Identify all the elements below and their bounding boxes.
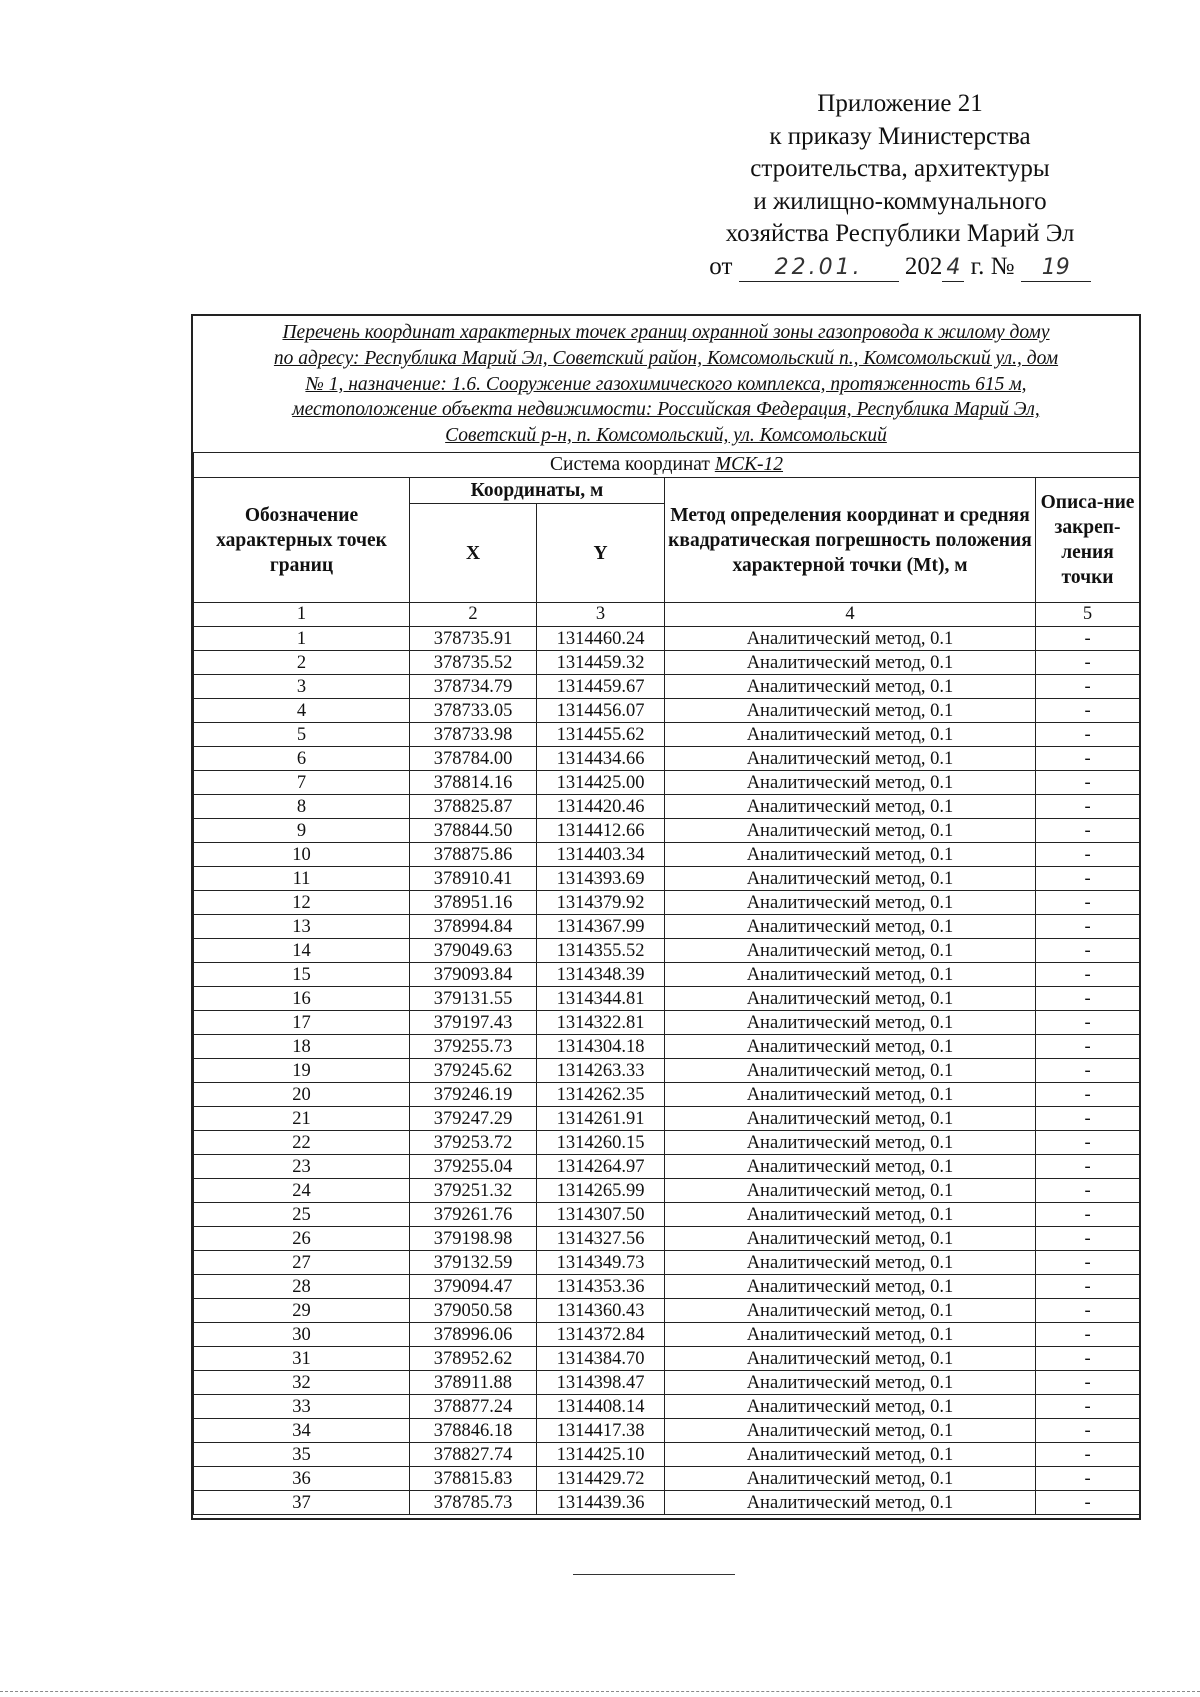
method-cell: Аналитический метод, 0.1 [665, 723, 1036, 747]
y-coordinate-cell: 1314307.50 [537, 1203, 665, 1227]
year-prefix: 202 [904, 252, 943, 280]
y-coordinate-cell: 1314403.34 [537, 843, 665, 867]
header-line-5: хозяйства Республики Марий Эл [725, 220, 1075, 247]
table-row [194, 1275, 1140, 1299]
method-cell: Аналитический метод, 0.1 [665, 867, 1036, 891]
table-row [194, 1347, 1140, 1371]
x-coordinate-cell: 378951.16 [410, 891, 537, 915]
description-cell: - [1036, 771, 1140, 795]
column-number: 3 [537, 603, 665, 627]
x-coordinate-cell: 379094.47 [410, 1275, 537, 1299]
method-cell: Аналитический метод, 0.1 [665, 1179, 1036, 1203]
y-coordinate-cell: 1314262.35 [537, 1083, 665, 1107]
y-coordinate-cell: 1314372.84 [537, 1323, 665, 1347]
method-cell: Аналитический метод, 0.1 [665, 795, 1036, 819]
table-row [194, 1107, 1140, 1131]
point-number-cell: 14 [194, 939, 410, 963]
method-cell: Аналитический метод, 0.1 [665, 1323, 1036, 1347]
method-cell: Аналитический метод, 0.1 [665, 771, 1036, 795]
description-cell: - [1036, 651, 1140, 675]
x-coordinate-cell: 378784.00 [410, 747, 537, 771]
table-row [194, 1491, 1140, 1515]
description-cell: - [1036, 1227, 1140, 1251]
method-cell: Аналитический метод, 0.1 [665, 843, 1036, 867]
y-coordinate-cell: 1314367.99 [537, 915, 665, 939]
description-cell: - [1036, 963, 1140, 987]
x-coordinate-cell: 378733.05 [410, 699, 537, 723]
table-caption [193, 320, 1139, 449]
point-number-cell: 13 [194, 915, 410, 939]
table-row [194, 915, 1140, 939]
table-row [194, 1155, 1140, 1179]
table-row [194, 747, 1140, 771]
handwritten-year-digit: 4 [942, 255, 964, 282]
description-cell: - [1036, 1371, 1140, 1395]
description-cell: - [1036, 1251, 1140, 1275]
point-number-cell: 11 [194, 867, 410, 891]
x-coordinate-cell: 379245.62 [410, 1059, 537, 1083]
point-number-cell: 4 [194, 699, 410, 723]
col-header-coordinates: Координаты, м [410, 478, 665, 504]
col-header-description: Описа-ние закреп-ления точки [1036, 478, 1140, 603]
appendix-title: Приложение 21 [817, 90, 983, 117]
point-number-cell: 6 [194, 747, 410, 771]
y-coordinate-cell: 1314265.99 [537, 1179, 665, 1203]
method-cell: Аналитический метод, 0.1 [665, 675, 1036, 699]
description-cell: - [1036, 915, 1140, 939]
method-cell: Аналитический метод, 0.1 [665, 651, 1036, 675]
x-coordinate-cell: 378825.87 [410, 795, 537, 819]
point-number-cell: 24 [194, 1179, 410, 1203]
col-header-y: Y [537, 504, 665, 603]
x-coordinate-cell: 379131.55 [410, 987, 537, 1011]
description-cell: - [1036, 939, 1140, 963]
x-coordinate-cell: 379251.32 [410, 1179, 537, 1203]
y-coordinate-cell: 1314261.91 [537, 1107, 665, 1131]
caption-line-4: местоположение объекта недвижимости: Российская Федерация, Республика Марий Эл, [292, 399, 1040, 421]
description-cell: - [1036, 1323, 1140, 1347]
point-number-cell: 20 [194, 1083, 410, 1107]
table-row [194, 1371, 1140, 1395]
y-coordinate-cell: 1314408.14 [537, 1395, 665, 1419]
description-cell: - [1036, 1155, 1140, 1179]
table-row [194, 651, 1140, 675]
scan-edge-line [0, 1691, 1200, 1692]
x-coordinate-cell: 379255.04 [410, 1155, 537, 1179]
description-cell: - [1036, 627, 1140, 651]
method-cell: Аналитический метод, 0.1 [665, 1059, 1036, 1083]
column-number: 2 [410, 603, 537, 627]
description-cell: - [1036, 1131, 1140, 1155]
y-coordinate-cell: 1314384.70 [537, 1347, 665, 1371]
x-coordinate-cell: 379093.84 [410, 963, 537, 987]
description-cell: - [1036, 1443, 1140, 1467]
method-cell: Аналитический метод, 0.1 [665, 1419, 1036, 1443]
y-coordinate-cell: 1314459.67 [537, 675, 665, 699]
description-cell: - [1036, 987, 1140, 1011]
y-coordinate-cell: 1314425.00 [537, 771, 665, 795]
point-number-cell: 27 [194, 1251, 410, 1275]
y-coordinate-cell: 1314355.52 [537, 939, 665, 963]
y-coordinate-cell: 1314353.36 [537, 1275, 665, 1299]
coordinate-system-value: МСК-12 [714, 454, 784, 475]
point-number-cell: 33 [194, 1395, 410, 1419]
y-coordinate-cell: 1314420.46 [537, 795, 665, 819]
table-row [194, 867, 1140, 891]
point-number-cell: 32 [194, 1371, 410, 1395]
point-number-cell: 30 [194, 1323, 410, 1347]
point-number-cell: 9 [194, 819, 410, 843]
method-cell: Аналитический метод, 0.1 [665, 1107, 1036, 1131]
method-cell: Аналитический метод, 0.1 [665, 747, 1036, 771]
x-coordinate-cell: 378733.98 [410, 723, 537, 747]
x-coordinate-cell: 378911.88 [410, 1371, 537, 1395]
description-cell: - [1036, 1395, 1140, 1419]
description-cell: - [1036, 675, 1140, 699]
header-line-3: строительства, архитектуры [750, 155, 1050, 182]
x-coordinate-cell: 378814.16 [410, 771, 537, 795]
y-coordinate-cell: 1314398.47 [537, 1371, 665, 1395]
table-row [194, 1443, 1140, 1467]
y-coordinate-cell: 1314322.81 [537, 1011, 665, 1035]
point-number-cell: 26 [194, 1227, 410, 1251]
description-cell: - [1036, 1179, 1140, 1203]
y-coordinate-cell: 1314459.32 [537, 651, 665, 675]
method-cell: Аналитический метод, 0.1 [665, 1347, 1036, 1371]
table-row [194, 1179, 1140, 1203]
point-number-cell: 15 [194, 963, 410, 987]
header-line-2: к приказу Министерства [769, 122, 1031, 150]
table-row [194, 1083, 1140, 1107]
table-row [194, 1131, 1140, 1155]
point-number-cell: 25 [194, 1203, 410, 1227]
number-label: № [990, 252, 1015, 280]
x-coordinate-cell: 378877.24 [410, 1395, 537, 1419]
description-cell: - [1036, 1491, 1140, 1515]
point-number-cell: 18 [194, 1035, 410, 1059]
caption-line-5: Советский р-н, п. Комсомольский, ул. Комсомольский [445, 425, 887, 447]
description-cell: - [1036, 819, 1140, 843]
table-row [194, 1035, 1140, 1059]
table-row [194, 627, 1140, 651]
point-number-cell: 21 [194, 1107, 410, 1131]
description-cell: - [1036, 1059, 1140, 1083]
point-number-cell: 31 [194, 1347, 410, 1371]
point-number-cell: 34 [194, 1419, 410, 1443]
method-cell: Аналитический метод, 0.1 [665, 963, 1036, 987]
y-coordinate-cell: 1314412.66 [537, 819, 665, 843]
table-row [194, 771, 1140, 795]
table-row [194, 699, 1140, 723]
y-coordinate-cell: 1314379.92 [537, 891, 665, 915]
point-number-cell: 10 [194, 843, 410, 867]
caption-line-3: № 1, назначение: 1.6. Сооружение газохимического комплекса, протяженность 615 м, [305, 373, 1027, 395]
point-number-cell: 23 [194, 1155, 410, 1179]
x-coordinate-cell: 379050.58 [410, 1299, 537, 1323]
x-coordinate-cell: 379255.73 [410, 1035, 537, 1059]
table-row [194, 963, 1140, 987]
end-of-document-line [573, 1574, 735, 1575]
table-row [194, 843, 1140, 867]
y-coordinate-cell: 1314264.97 [537, 1155, 665, 1179]
x-coordinate-cell: 378844.50 [410, 819, 537, 843]
description-cell: - [1036, 1083, 1140, 1107]
x-coordinate-cell: 378846.18 [410, 1419, 537, 1443]
method-cell: Аналитический метод, 0.1 [665, 1371, 1036, 1395]
point-number-cell: 28 [194, 1275, 410, 1299]
x-coordinate-cell: 378875.86 [410, 843, 537, 867]
x-coordinate-cell: 379197.43 [410, 1011, 537, 1035]
header-line-4: и жилищно-коммунального [753, 187, 1047, 215]
y-coordinate-cell: 1314434.66 [537, 747, 665, 771]
x-coordinate-cell: 378827.74 [410, 1443, 537, 1467]
x-coordinate-cell: 378734.79 [410, 675, 537, 699]
x-coordinate-cell: 378735.52 [410, 651, 537, 675]
x-coordinate-cell: 379198.98 [410, 1227, 537, 1251]
x-coordinate-cell: 378785.73 [410, 1491, 537, 1515]
method-cell: Аналитический метод, 0.1 [665, 819, 1036, 843]
table-row [194, 1299, 1140, 1323]
column-number: 5 [1036, 603, 1140, 627]
point-number-cell: 16 [194, 987, 410, 1011]
handwritten-order-number: 19 [1021, 255, 1091, 282]
method-cell: Аналитический метод, 0.1 [665, 1443, 1036, 1467]
description-cell: - [1036, 891, 1140, 915]
coordinate-system-row [194, 453, 1140, 478]
method-cell: Аналитический метод, 0.1 [665, 1395, 1036, 1419]
description-cell: - [1036, 1299, 1140, 1323]
table-row [194, 819, 1140, 843]
table-row [194, 1251, 1140, 1275]
order-date-line [690, 251, 1110, 284]
table-row [194, 1419, 1140, 1443]
x-coordinate-cell: 378910.41 [410, 867, 537, 891]
method-cell: Аналитический метод, 0.1 [665, 939, 1036, 963]
table-row [194, 675, 1140, 699]
coordinate-system-cell [194, 453, 1140, 478]
method-cell: Аналитический метод, 0.1 [665, 627, 1036, 651]
coordinates-table [193, 452, 1140, 1515]
description-cell: - [1036, 843, 1140, 867]
description-cell: - [1036, 1275, 1140, 1299]
table-row [194, 987, 1140, 1011]
method-cell: Аналитический метод, 0.1 [665, 1155, 1036, 1179]
year-suffix: г. [970, 252, 985, 280]
method-cell: Аналитический метод, 0.1 [665, 1011, 1036, 1035]
y-coordinate-cell: 1314349.73 [537, 1251, 665, 1275]
from-label: от [709, 252, 733, 280]
y-coordinate-cell: 1314304.18 [537, 1035, 665, 1059]
x-coordinate-cell: 378735.91 [410, 627, 537, 651]
x-coordinate-cell: 379132.59 [410, 1251, 537, 1275]
description-cell: - [1036, 1035, 1140, 1059]
handwritten-date: 22.01. [739, 255, 899, 282]
method-cell: Аналитический метод, 0.1 [665, 699, 1036, 723]
point-number-cell: 37 [194, 1491, 410, 1515]
x-coordinate-cell: 379246.19 [410, 1083, 537, 1107]
caption-line-2: по адресу: Республика Марий Эл, Советский район, Комсомольский п., Комсомольский ул., дом [273, 347, 1059, 369]
x-coordinate-cell: 378994.84 [410, 915, 537, 939]
point-number-cell: 36 [194, 1467, 410, 1491]
method-cell: Аналитический метод, 0.1 [665, 1491, 1036, 1515]
description-cell: - [1036, 1467, 1140, 1491]
col-header-x: X [410, 504, 537, 603]
x-coordinate-cell: 379261.76 [410, 1203, 537, 1227]
method-cell: Аналитический метод, 0.1 [665, 1131, 1036, 1155]
point-number-cell: 17 [194, 1011, 410, 1035]
description-cell: - [1036, 699, 1140, 723]
point-number-cell: 1 [194, 627, 410, 651]
table-row [194, 723, 1140, 747]
description-cell: - [1036, 723, 1140, 747]
y-coordinate-cell: 1314460.24 [537, 627, 665, 651]
method-cell: Аналитический метод, 0.1 [665, 1035, 1036, 1059]
description-cell: - [1036, 1107, 1140, 1131]
x-coordinate-cell: 378996.06 [410, 1323, 537, 1347]
method-cell: Аналитический метод, 0.1 [665, 1227, 1036, 1251]
method-cell: Аналитический метод, 0.1 [665, 1467, 1036, 1491]
table-row [194, 1059, 1140, 1083]
column-number: 4 [665, 603, 1036, 627]
col-header-method: Метод определения координат и средняя квадратическая погрешность положения характерной точки (Mt), м [665, 478, 1036, 603]
y-coordinate-cell: 1314263.33 [537, 1059, 665, 1083]
table-row [194, 1011, 1140, 1035]
description-cell: - [1036, 747, 1140, 771]
point-number-cell: 29 [194, 1299, 410, 1323]
method-cell: Аналитический метод, 0.1 [665, 1299, 1036, 1323]
x-coordinate-cell: 379049.63 [410, 939, 537, 963]
table-row [194, 939, 1140, 963]
method-cell: Аналитический метод, 0.1 [665, 1203, 1036, 1227]
y-coordinate-cell: 1314417.38 [537, 1419, 665, 1443]
header-row-1 [194, 478, 1140, 504]
point-number-cell: 19 [194, 1059, 410, 1083]
point-number-cell: 22 [194, 1131, 410, 1155]
description-cell: - [1036, 1203, 1140, 1227]
document-header [690, 88, 1110, 283]
y-coordinate-cell: 1314360.43 [537, 1299, 665, 1323]
y-coordinate-cell: 1314425.10 [537, 1443, 665, 1467]
table-row [194, 1467, 1140, 1491]
method-cell: Аналитический метод, 0.1 [665, 1251, 1036, 1275]
x-coordinate-cell: 379247.29 [410, 1107, 537, 1131]
x-coordinate-cell: 378815.83 [410, 1467, 537, 1491]
y-coordinate-cell: 1314393.69 [537, 867, 665, 891]
point-number-cell: 12 [194, 891, 410, 915]
x-coordinate-cell: 378952.62 [410, 1347, 537, 1371]
column-number-row [194, 603, 1140, 627]
col-header-point: Обозначение характерных точек границ [194, 478, 410, 603]
description-cell: - [1036, 1419, 1140, 1443]
point-number-cell: 5 [194, 723, 410, 747]
coordinate-system-label: Система координат [550, 454, 710, 475]
description-cell: - [1036, 867, 1140, 891]
description-cell: - [1036, 1347, 1140, 1371]
caption-line-1: Перечень координат характерных точек границ охранной зоны газопровода к жилому дому [282, 322, 1050, 343]
y-coordinate-cell: 1314260.15 [537, 1131, 665, 1155]
y-coordinate-cell: 1314327.56 [537, 1227, 665, 1251]
point-number-cell: 35 [194, 1443, 410, 1467]
point-number-cell: 3 [194, 675, 410, 699]
y-coordinate-cell: 1314348.39 [537, 963, 665, 987]
table-row [194, 795, 1140, 819]
column-number: 1 [194, 603, 410, 627]
table-row [194, 891, 1140, 915]
point-number-cell: 7 [194, 771, 410, 795]
y-coordinate-cell: 1314439.36 [537, 1491, 665, 1515]
method-cell: Аналитический метод, 0.1 [665, 891, 1036, 915]
table-row [194, 1227, 1140, 1251]
y-coordinate-cell: 1314456.07 [537, 699, 665, 723]
point-number-cell: 8 [194, 795, 410, 819]
method-cell: Аналитический метод, 0.1 [665, 1275, 1036, 1299]
method-cell: Аналитический метод, 0.1 [665, 915, 1036, 939]
point-number-cell: 2 [194, 651, 410, 675]
y-coordinate-cell: 1314455.62 [537, 723, 665, 747]
table-row [194, 1395, 1140, 1419]
method-cell: Аналитический метод, 0.1 [665, 1083, 1036, 1107]
table-row [194, 1323, 1140, 1347]
y-coordinate-cell: 1314429.72 [537, 1467, 665, 1491]
coordinates-table-body [194, 627, 1140, 1515]
method-cell: Аналитический метод, 0.1 [665, 987, 1036, 1011]
description-cell: - [1036, 795, 1140, 819]
y-coordinate-cell: 1314344.81 [537, 987, 665, 1011]
table-row [194, 1203, 1140, 1227]
description-cell: - [1036, 1011, 1140, 1035]
x-coordinate-cell: 379253.72 [410, 1131, 537, 1155]
